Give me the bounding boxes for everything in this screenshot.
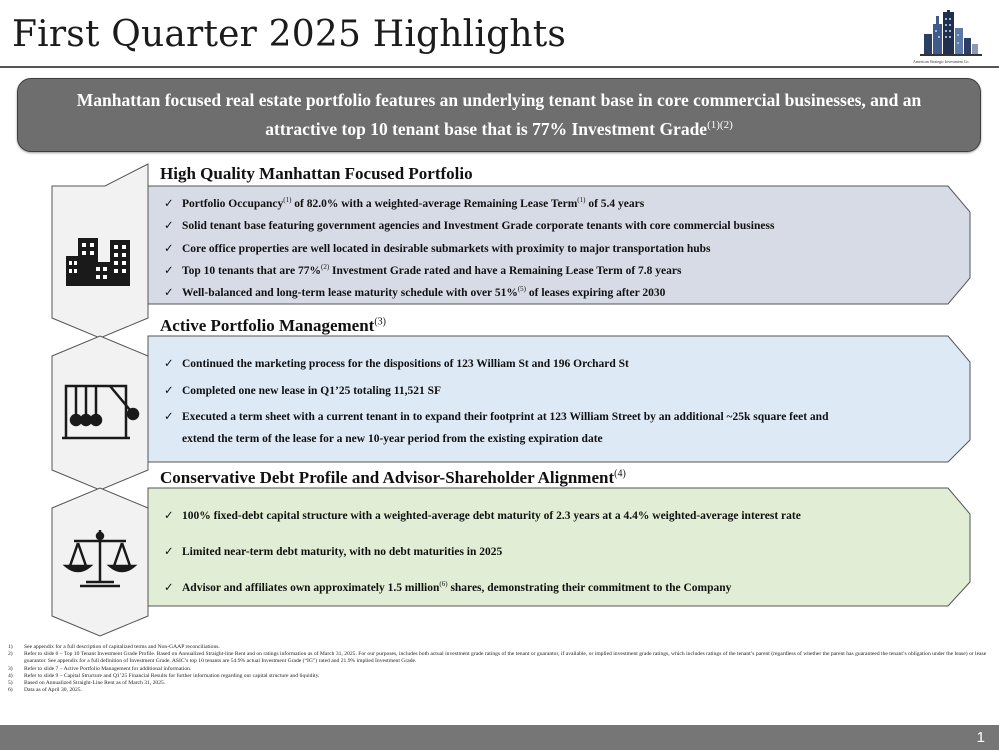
bullet-text: Core office properties are well located in desirable submarkets with proximity to major transportation hubs [182, 243, 711, 255]
list-item [164, 263, 681, 277]
bullet-text: Advisor and affiliates own approximately 1.5 million [182, 582, 440, 594]
section-title-text: Active Portfolio Management [160, 316, 375, 335]
check-icon: ✓ [164, 287, 174, 299]
footnote [8, 680, 993, 687]
list-item [164, 580, 731, 594]
footnote [8, 673, 993, 680]
footnote [8, 687, 993, 694]
list-item [164, 285, 665, 299]
bullet-text: Investment Grade rated and have a Remaining Lease Term of 7.8 years [329, 265, 682, 277]
footnote-number: 3) [8, 665, 13, 672]
footnote-text: Based on Annualized Straight-Line Rent as of March 31, 2025. [24, 680, 166, 687]
check-icon: ✓ [164, 510, 174, 522]
section-chevron-1 [52, 164, 148, 338]
section-title-text: Conservative Debt Profile and Advisor-Shareholder Alignment [160, 468, 615, 487]
check-icon: ✓ [164, 385, 174, 397]
footnote-ref: (1) [283, 196, 292, 205]
bullet-text: of leases expiring after 2030 [526, 287, 666, 299]
list-item [164, 383, 441, 397]
list-item [164, 241, 711, 255]
footnote-number: 6) [8, 687, 13, 694]
check-icon: ✓ [164, 411, 174, 423]
bullet-text: of 82.0% with a weighted-average Remaining Lease Term [291, 198, 578, 210]
bullet-text: Executed a term sheet with a current tenant in to expand their footprint at 123 William Street by an additional ~25k square feet and [182, 411, 829, 423]
bullet-text: shares, demonstrating their commitment to the Company [447, 582, 732, 594]
bullet-text: Well-balanced and long-term lease maturity schedule with over 51% [182, 287, 518, 299]
list-item [164, 508, 801, 522]
footnote-ref: (2) [320, 263, 330, 272]
footnote-number: 2) [8, 651, 13, 658]
bullet-text: Completed one new lease in Q1’25 totaling 11,521 SF [182, 385, 442, 397]
banner-text: Manhattan focused real estate portfolio features an underlying tenant base in core commercial businesses, and an attractive top 10 tenant base that is 77% Investment Grade [76, 90, 922, 139]
banner-footnote-ref: (1)(2) [707, 119, 733, 132]
section-title-text: High Quality Manhattan Focused Portfolio [160, 164, 473, 183]
section-title-footnote: (3) [374, 316, 386, 328]
footnote [8, 651, 993, 665]
list-item [164, 544, 502, 558]
list-item [164, 196, 644, 210]
footnote-text: Refer to slide 6 – Top 10 Tenant Investment Grade Profile. Based on Annualized Straight-line Rent and on ratings information as of March 31, 2025. For our purposes, includes both actual investment grade ratings of the tenant or guarantor, if available, or implied investment grade ratings, which includes ratings of the tenant’s parent (regardless of whether the parent has guaranteed the tenant’s obligation under the lease) or lease guarantor. See appendix for a full definition of Investment Grade. ASIC’s top 10 tenants are 54.9% actual Investment Grade (“IG”) rated and 21.9% implied Investment Grade. [24, 651, 987, 665]
check-icon: ✓ [164, 220, 174, 232]
bullet-text: extend the term of the lease for a new 10-year period from the existing expiration date [182, 433, 603, 445]
bullet-text: Solid tenant base featuring government agencies and Investment Grade corporate tenants with core commercial business [182, 220, 775, 232]
bullet-text: of 5.4 years [585, 198, 645, 210]
page-number: 1 [976, 729, 985, 746]
check-icon: ✓ [164, 546, 174, 558]
bullet-text: Continued the marketing process for the dispositions of 123 William St and 196 Orchard St [182, 358, 629, 370]
page-title: First Quarter 2025 Highlights [12, 14, 567, 55]
footnote-ref: (1) [577, 196, 586, 205]
section-title-portfolio [160, 164, 473, 184]
check-icon: ✓ [164, 582, 174, 594]
section-title-debt [160, 468, 626, 488]
bullet-text: Portfolio Occupancy [182, 198, 284, 210]
list-item [164, 409, 828, 423]
bullet-text: Limited near-term debt maturity, with no debt maturities in 2025 [182, 546, 503, 558]
bullet-text: Top 10 tenants that are 77% [182, 265, 321, 277]
logo-caption: American Strategic Investment Co. [913, 59, 970, 64]
section-title-management [160, 316, 386, 336]
footer-bar [0, 725, 999, 750]
list-item [164, 433, 603, 445]
check-icon: ✓ [164, 198, 174, 210]
bullet-text: 100% fixed-debt capital structure with a weighted-average debt maturity of 2.3 years at a 4.4% weighted-average interest rate [182, 510, 801, 522]
footnote-number: 1) [8, 644, 13, 650]
footnote-ref: (6) [439, 580, 448, 589]
footnote-number: 4) [8, 672, 13, 679]
footnote-text: Refer to slide 7 – Active Portfolio Management for additional information. [24, 665, 192, 672]
footnote-text: See appendix for a full description of capitalized terms and Non-GAAP reconciliations. [24, 644, 220, 650]
footnote-ref: (5) [517, 285, 526, 294]
footnotes [8, 644, 993, 694]
list-item [164, 356, 629, 370]
footnote-text: Data as of April 30, 2025. [24, 687, 82, 694]
section-title-footnote: (4) [614, 468, 626, 480]
check-icon: ✓ [164, 243, 174, 255]
footnote [8, 666, 993, 673]
list-item [164, 218, 774, 232]
footnote-text: Refer to slide 9 – Capital Structure and Q1’25 Financial Results for further information regarding our capital structure and liquidity. [24, 672, 320, 679]
check-icon: ✓ [164, 265, 174, 277]
check-icon: ✓ [164, 358, 174, 370]
footnote-number: 5) [8, 680, 13, 687]
